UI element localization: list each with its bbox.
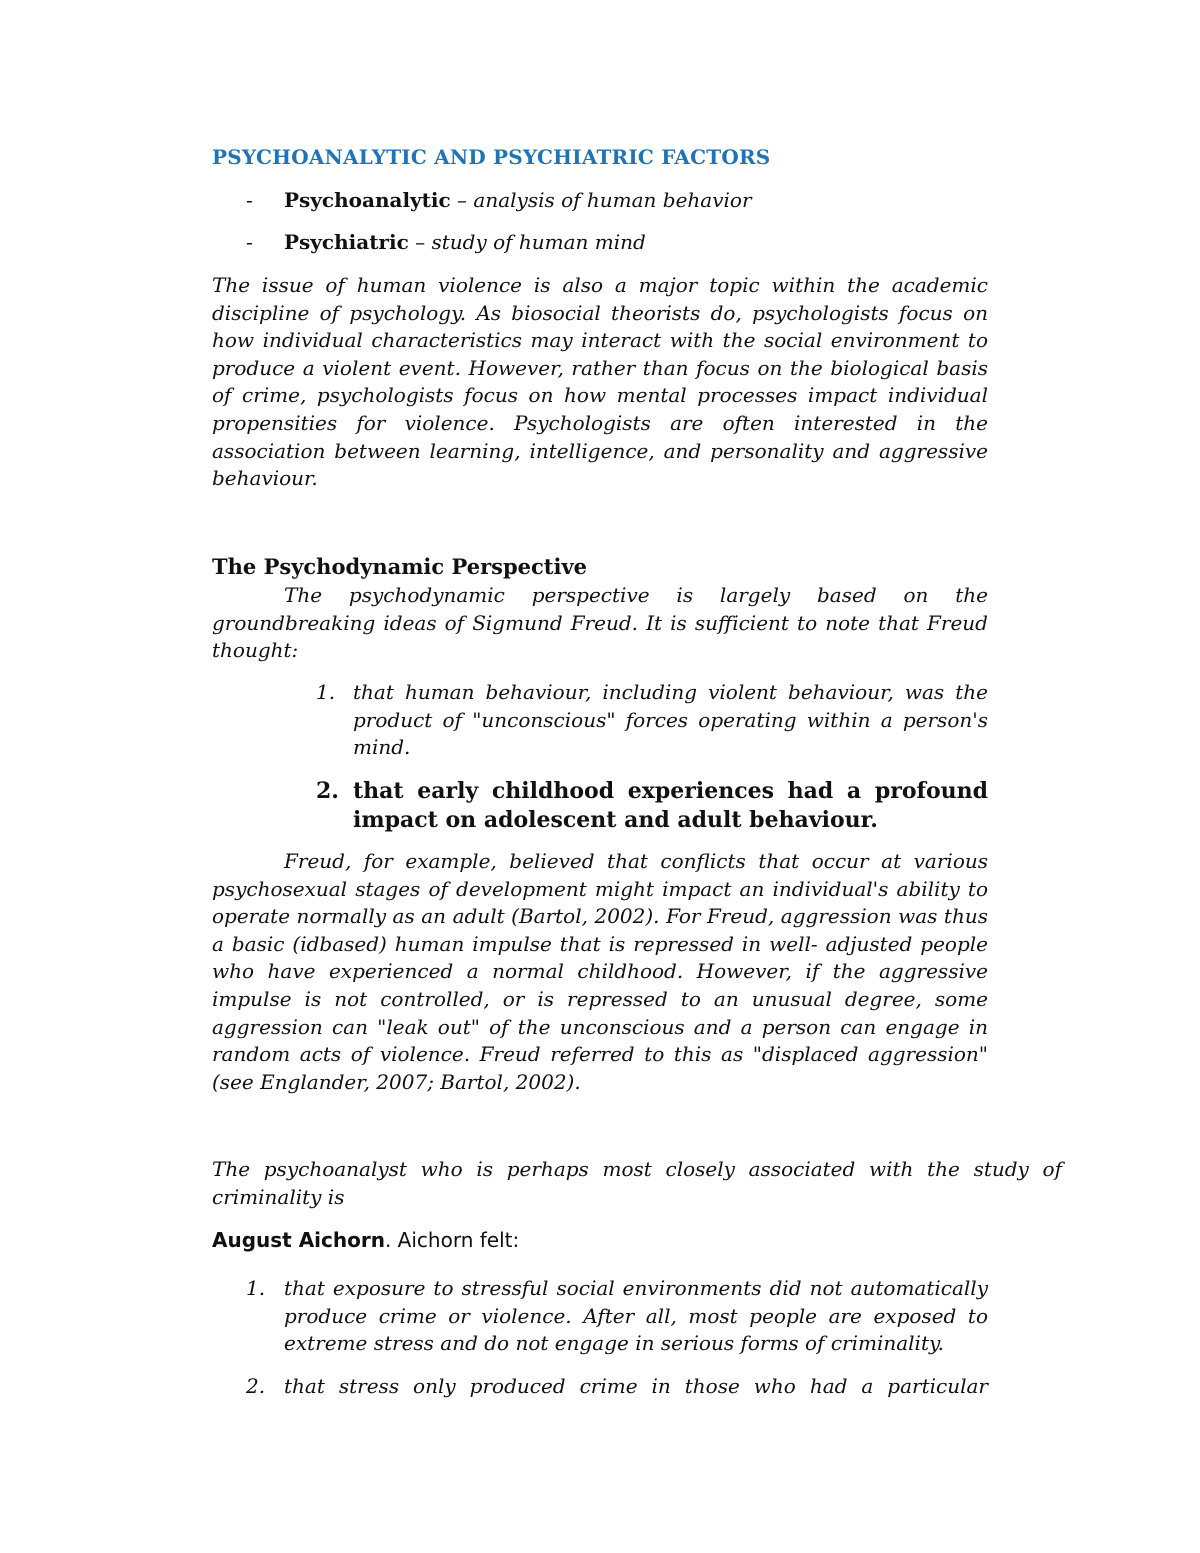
- definition-separator: –: [408, 230, 432, 254]
- aichorn-name: August Aichorn: [212, 1228, 385, 1252]
- aichorn-rest: . Aichorn felt:: [384, 1228, 520, 1252]
- list-item: [246, 1373, 988, 1403]
- definition-dash: -: [246, 188, 253, 212]
- definition-separator: –: [450, 188, 474, 212]
- list-item-number: 1.: [246, 1276, 266, 1300]
- aichorn-line: [212, 1228, 519, 1252]
- definition-meaning: study of human mind: [431, 230, 646, 254]
- document-title: PSYCHOANALYTIC AND PSYCHIATRIC FACTORS: [212, 145, 771, 169]
- list-item: [246, 1275, 988, 1359]
- list-item-number: 1.: [316, 680, 336, 704]
- definition-term: Psychoanalytic: [284, 188, 451, 212]
- freud-paragraph: Freud, for example, believed that conflicts that occur at various psychosexual stages of development might impact an individual's ability to operate normally as an adult (Bartol, 2002). For Freud, aggression was thus a basic (idbased) human impulse that is repressed in well- adjusted people who have experienced a normal childhood. However, if the aggressive impulse is not controlled, or is repressed to an unusual degree, some aggression can "leak out" of the unconscious and a person can engage in random acts of violence. Freud referred to this as "displaced aggression" (see Englander, 2007; Bartol, 2002).: [212, 849, 988, 1094]
- psychoanalyst-paragraph: The psychoanalyst who is perhaps most closely associated with the study of criminality is: [212, 1157, 1062, 1209]
- intro-paragraph: The issue of human violence is also a major topic within the academic discipline of psychology. As biosocial theorists do, psychologists focus on how individual characteristics may interact with the social environment to produce a violent event. However, rather than focus on the biological basis of crime, psychologists focus on how mental processes impact individual propensities for violence. Psychologists are often interested in the association between learning, intelligence, and personality and aggressive behaviour.: [212, 273, 988, 491]
- definition-term: Psychiatric: [284, 230, 409, 254]
- list-item-number: 2.: [246, 1374, 266, 1398]
- list-item-text: that stress only produced crime in those who had a particular: [284, 1374, 988, 1398]
- section-heading: The Psychodynamic Perspective: [212, 554, 588, 579]
- list-item: [316, 777, 988, 839]
- list-item: [316, 679, 988, 763]
- definition-dash: -: [246, 230, 253, 254]
- definition-meaning: analysis of human behavior: [473, 188, 752, 212]
- psychodynamic-paragraph: The psychodynamic perspective is largely based on the groundbreaking ideas of Sigmund Freud. It is sufficient to note that Freud thought:: [212, 583, 988, 663]
- list-item-text: that human behaviour, including violent behaviour, was the product of "unconscious" forces operating within a person's mind.: [353, 680, 988, 760]
- list-item-text: that exposure to stressful social environments did not automatically produce crime or violence. After all, most people are exposed to extreme stress and do not engage in serious forms of criminality.: [284, 1276, 988, 1356]
- list-item-text: that early childhood experiences had a profound impact on adolescent and adult behaviour.: [353, 778, 988, 833]
- list-item-number: 2.: [316, 778, 339, 804]
